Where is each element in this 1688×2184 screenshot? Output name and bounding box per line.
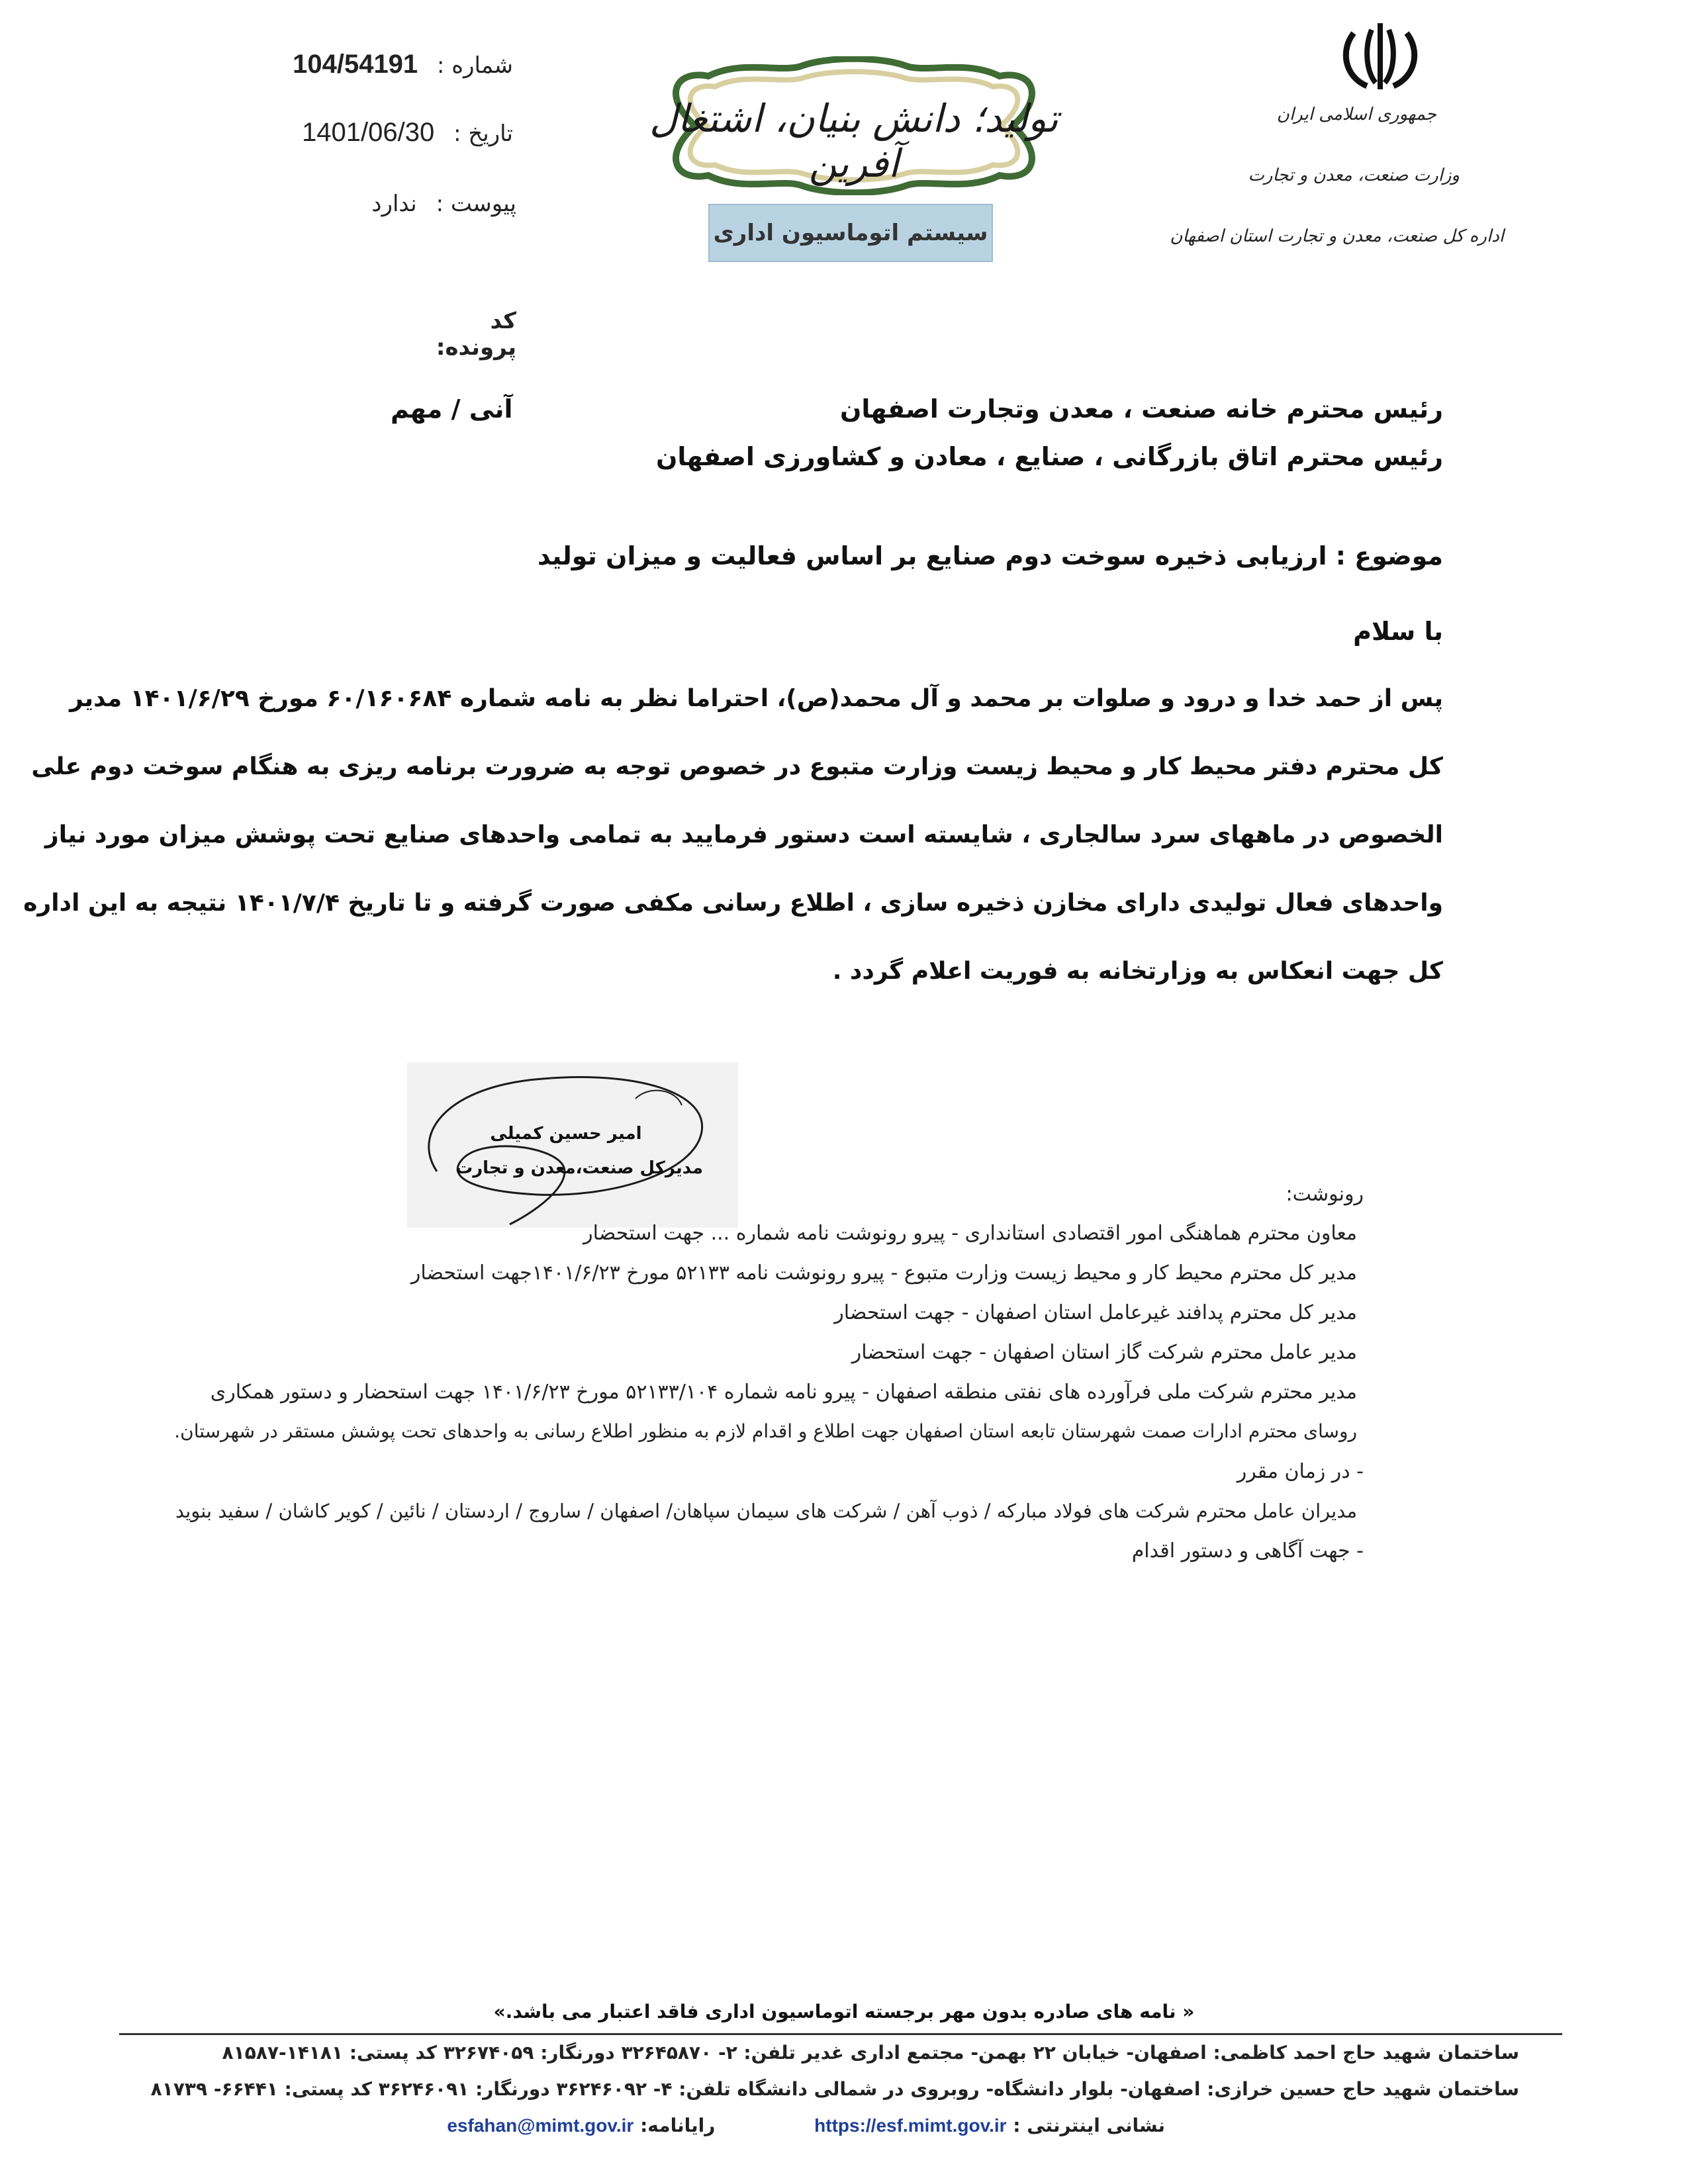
body-line-4: واحدهای فعال تولیدی دارای مخازن ذخیره سازی ، اطلاع رسانی مکفی صورت گرفته و تا تاریخ ۱۴۰۱/۷/۴ نتیجه به این اداره — [23, 889, 1443, 917]
letter-number-row — [235, 50, 513, 79]
cc-line-6: روسای محترم ادارات صمت شهرستان تابعه استان اصفهان جهت اطلاع و اقدام لازم به منظور اطلاع رسانی به واحدهای تحت پوشش مستقر در شهرستان. — [174, 1420, 1357, 1442]
emblem-line-directorate: اداره کل صنعت، معدن و تجارت استان اصفهان — [1170, 226, 1504, 246]
website-link[interactable]: https://esf.mimt.gov.ir — [814, 2115, 1007, 2136]
website-label: نشانی اینترنتی : — [1013, 2115, 1165, 2136]
cc-line-8: مدیران عامل محترم شرکت های فولاد مبارکه / ذوب آهن / شرکت های سیمان سپاهان/ اصفهان / ساروج / اردستان / نائین / کویر کاشان / سفید بنوید — [175, 1500, 1357, 1522]
signatory-title: مدیرکل صنعت،معدن و تجارت — [455, 1158, 703, 1178]
cc-line-2: مدیر کل محترم محیط کار و محیط زیست وزارت متبوع - پیرو رونوشت نامه ۵۲۱۳۳ مورخ ۱۴۰۱/۶/۲۳جهت استحضار — [410, 1261, 1357, 1285]
subject-line: موضوع : ارزیابی ذخیره سوخت دوم صنایع بر اساس فعالیت و میزان تولید — [538, 541, 1443, 570]
letter-date-label: تاریخ : — [453, 120, 513, 147]
letter-date-row — [261, 118, 513, 148]
letter-date-value: 1401/06/30 — [302, 118, 435, 147]
cc-line-3: مدیر کل محترم پدافند غیرعامل استان اصفهان - جهت استحضار — [834, 1301, 1357, 1324]
priority-label: آنی / مهم — [391, 394, 513, 424]
validity-notice: « نامه های صادره بدون مهر برجسته اتوماسیون اداری فاقد اعتبار می باشد.» — [493, 2001, 1195, 2023]
office-automation-badge: سیستم اتوماسیون اداری — [708, 204, 993, 262]
cc-line-9: - جهت آگاهی و دستور اقدام — [1131, 1539, 1364, 1563]
email-label: رایانامه: — [640, 2115, 716, 2136]
body-line-1: پس از حمد خدا و درود و صلوات بر محمد و آل محمد(ص)، احتراما نظر به نامه شماره ۶۰/۱۶۰۶۸۴ مورخ ۱۴۰۱/۶/۲۹ مدیر — [70, 685, 1443, 712]
attachment-row — [357, 191, 516, 217]
cc-line-4: مدیر عامل محترم شرکت گاز استان اصفهان - جهت استحضار — [851, 1341, 1357, 1364]
emblem-line-republic: جمهوری اسلامی ایران — [1276, 105, 1436, 124]
slogan-text: تولید؛ دانش بنیان، اشتغال آفرین — [649, 96, 1058, 186]
letter-number-label: شماره : — [437, 52, 513, 79]
cc-line-5: مدیر محترم شرکت ملی فرآورده های نفتی منطقه اصفهان - پیرو نامه شماره ۵۲۱۳۳/۱۰۴ مورخ ۱۴۰۱/۶/۲۳ جهت استحضار و دستور همکاری — [210, 1381, 1357, 1404]
signatory-name: امیر حسین کمیلی — [490, 1124, 642, 1144]
attachment-value: ندارد — [371, 191, 417, 217]
email-link[interactable]: esfahan@mimt.gov.ir — [447, 2115, 634, 2136]
footer-address-2: ساختمان شهید حاج حسین خرازی: اصفهان- بلوار دانشگاه- روبروی در شمالی دانشگاه تلفن: ۴- ۳۶۲۴۶۰۹۲ دورنگار: ۳۶۲۴۶۰۹۱ کد پستی: ۶۶۴۴۱- ۸۱۷۳۹ — [150, 2078, 1519, 2100]
addressee-line-2: رئیس محترم اتاق بازرگانی ، صنایع ، معادن و کشاورزی اصفهان — [655, 442, 1443, 471]
footer-contact — [447, 2115, 1165, 2136]
letter-number-value: 104/54191 — [293, 50, 418, 79]
footer-address-1: ساختمان شهید حاج احمد کاظمی: اصفهان- خیابان ۲۲ بهمن- مجتمع اداری غدیر تلفن: ۲- ۳۲۶۴۵۸۷۰ دورنگار: ۳۲۶۷۴۰۵۹ کد پستی: ۱۴۱۸۱-۸۱۵۸۷ — [222, 2042, 1519, 2064]
cc-label: رونوشت: — [1286, 1183, 1364, 1206]
addressee-line-1: رئیس محترم خانه صنعت ، معدن وتجارت اصفهان — [839, 394, 1443, 424]
footer-divider — [119, 2033, 1562, 2035]
greeting: با سلام — [1353, 617, 1443, 646]
body-line-3: الخصوص در ماههای سرد سالجاری ، شایسته است دستور فرمایید به تمامی واحدهای صنایع تحت پوشش میزان مورد نیاز — [45, 821, 1443, 848]
file-code-label: کد پرونده: — [436, 308, 516, 361]
cc-line-7: - در زمان مقرر — [1237, 1460, 1364, 1483]
handwritten-signature — [397, 1059, 741, 1231]
attachment-label: پیوست : — [436, 191, 516, 217]
cc-line-1: معاون محترم هماهنگی امور اقتصادی استانداری - پیرو رونوشت نامه شماره ... جهت استحضار — [583, 1222, 1357, 1245]
emblem-line-ministry: وزارت صنعت، معدن و تجارت — [1248, 165, 1460, 185]
body-line-5: کل جهت انعکاس به وزارتخانه به فوریت اعلام گردد . — [832, 958, 1443, 985]
body-line-2: کل محترم دفتر محیط کار و محیط زیست وزارت متبوع در خصوص توجه به ضرورت برنامه ریزی به هنگام سوخت دوم علی — [31, 753, 1443, 780]
iran-emblem-icon — [1337, 20, 1423, 93]
